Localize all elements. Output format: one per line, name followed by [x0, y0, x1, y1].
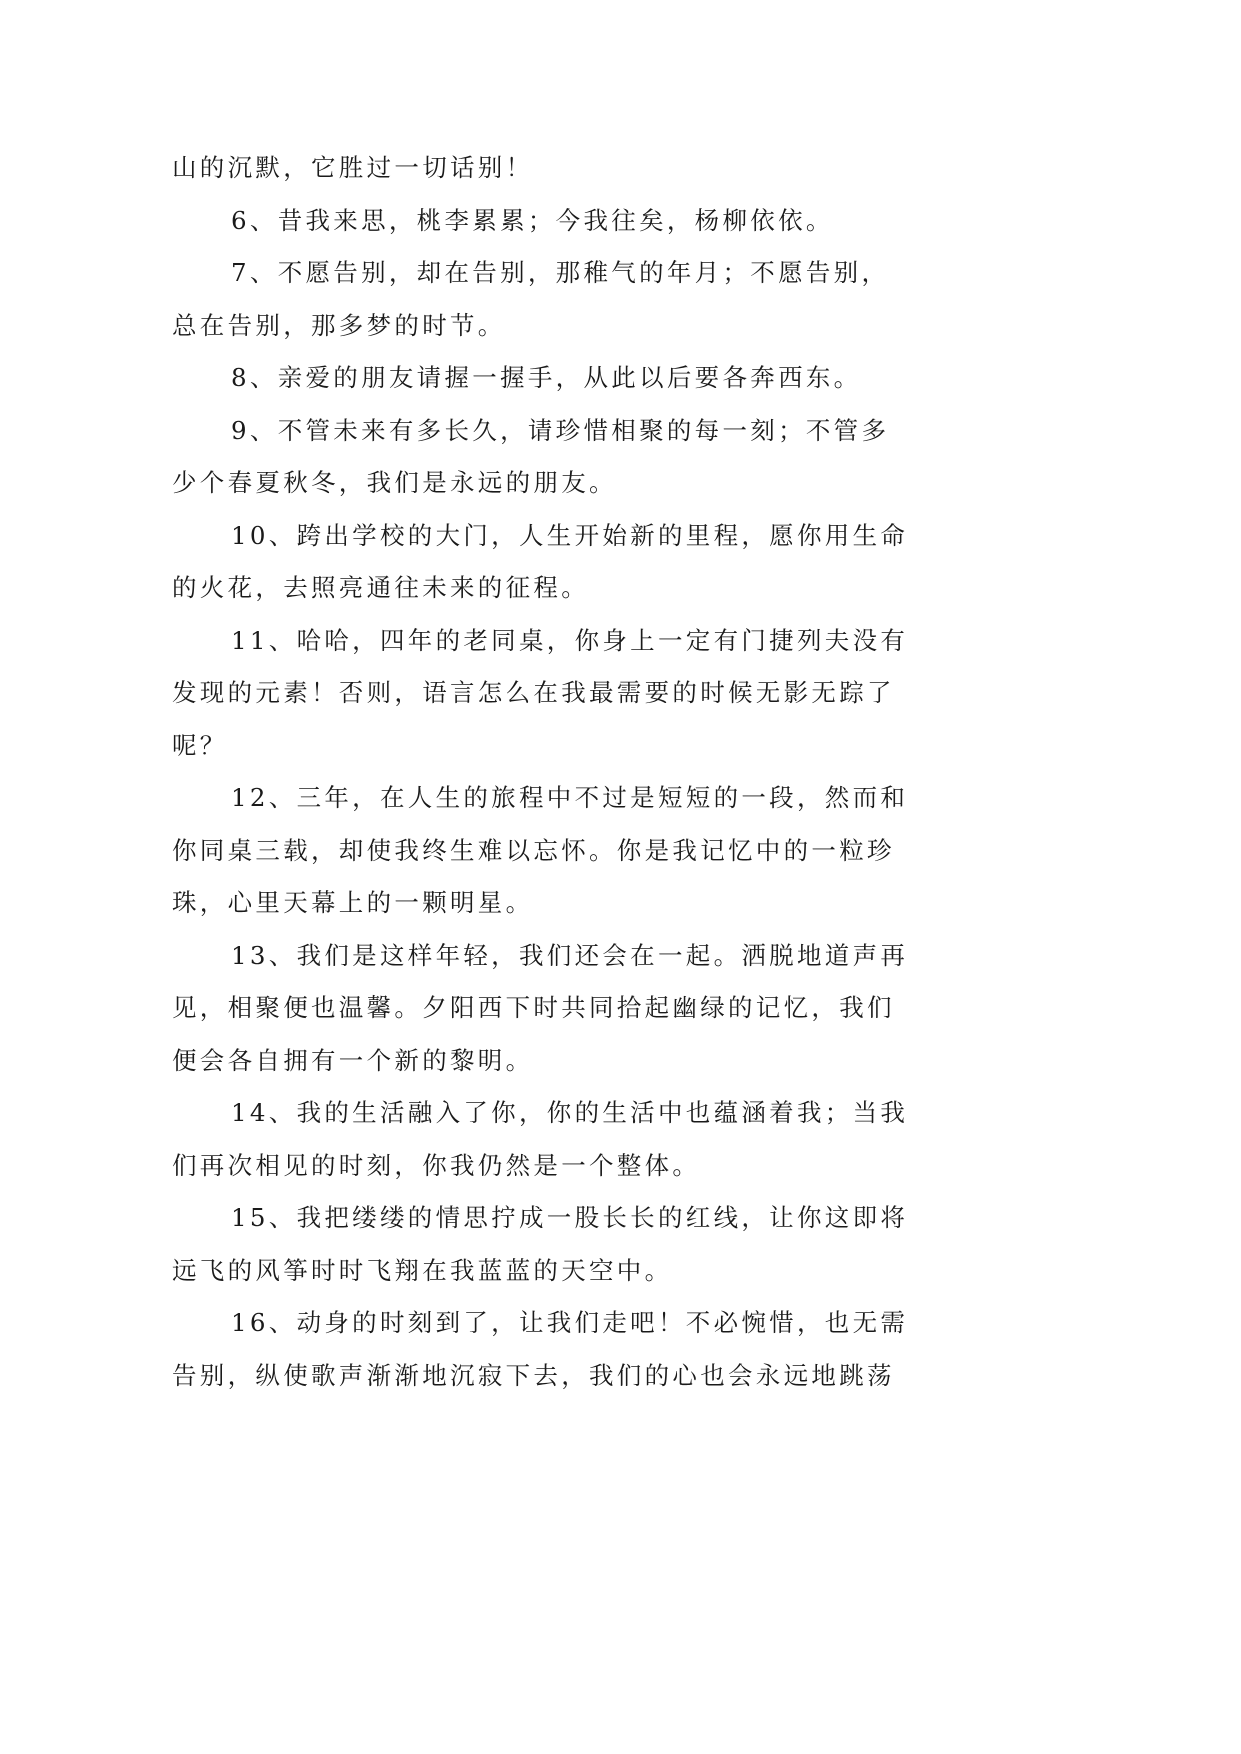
paragraph-first-line: 7、不愿告别，却在告别，那稚气的年月；不愿告别，: [231, 258, 890, 287]
paragraph-first-line: 12、三年，在人生的旅程中不过是短短的一段，然而和: [231, 783, 909, 812]
paragraph-first-line: 8、亲爱的朋友请握一握手，从此以后要各奔西东。: [231, 363, 862, 392]
paragraph-first-line: 6、昔我来思，桃李累累；今我往矣，杨柳依依。: [231, 205, 834, 235]
paragraph-line: 告别，纵使歌声渐渐地沉寂下去，我们的心也会永远地跳荡: [172, 1360, 895, 1390]
paragraph-first-line: 10、跨出学校的大门，人生开始新的里程，愿你用生命: [231, 520, 909, 550]
paragraph-line: 少个春夏秋冬，我们是永远的朋友。: [172, 468, 617, 497]
paragraph-first-line: 16、动身的时刻到了，让我们走吧！不必惋惜，也无需: [231, 1308, 909, 1337]
paragraph-line: 远飞的风筝时时飞翔在我蓝蓝的天空中。: [172, 1255, 673, 1285]
paragraph-first-line: 15、我把缕缕的情思拧成一股长长的红线，让你这即将: [231, 1203, 909, 1232]
paragraph-line: 珠，心里天幕上的一颗明星。: [172, 888, 534, 917]
paragraph-line: 总在告别，那多梦的时节。: [172, 310, 506, 340]
paragraph-first-line: 13、我们是这样年轻，我们还会在一起。洒脱地道声再: [231, 940, 909, 970]
paragraph-line: 发现的元素！否则，语言怎么在我最需要的时候无影无踪了: [172, 678, 895, 707]
paragraph-line: 的火花，去照亮通往未来的征程。: [172, 573, 589, 602]
paragraph-first-line: 11、哈哈，四年的老同桌，你身上一定有门捷列夫没有: [231, 625, 909, 655]
paragraph-first-line: 9、不管未来有多长久，请珍惜相聚的每一刻；不管多: [231, 415, 890, 445]
paragraph-line: 见，相聚便也温馨。夕阳西下时共同拾起幽绿的记忆，我们: [172, 993, 895, 1022]
paragraph-line: 们再次相见的时刻，你我仍然是一个整体。: [172, 1150, 701, 1180]
paragraph-line: 便会各自拥有一个新的黎明。: [172, 1045, 534, 1075]
paragraph-line: 你同桌三载，却使我终生难以忘怀。你是我记忆中的一粒珍: [172, 835, 895, 865]
document-body: [172, 142, 945, 1402]
paragraph-first-line: 14、我的生活融入了你，你的生活中也蕴涵着我；当我: [231, 1098, 909, 1127]
paragraph-line: 山的沉默，它胜过一切话别！: [172, 153, 534, 182]
paragraph-line: 呢？: [172, 730, 228, 760]
